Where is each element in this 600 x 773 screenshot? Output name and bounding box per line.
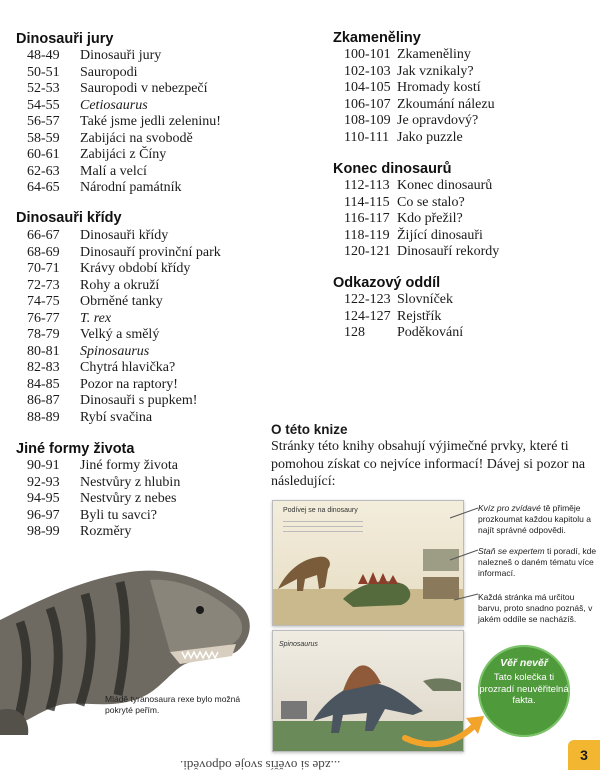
toc-entry-title: Sauropodi v nebezpečí xyxy=(80,81,208,96)
toc-kridy xyxy=(17,228,221,426)
toc-entry xyxy=(334,97,495,114)
about-title: O této knize xyxy=(271,422,348,437)
toc-entry-title: Krávy období křídy xyxy=(80,261,191,276)
section-title-konec: Konec dinosaurů xyxy=(333,161,452,177)
toc-entry xyxy=(17,524,180,541)
toc-entry xyxy=(17,81,221,98)
section-title-zkameneliny: Zkameněliny xyxy=(333,30,421,46)
callout-quiz-text: tě přiměje prozkoumat každou kapitolu a najít správné odpovědi. xyxy=(478,503,591,535)
arrow-to-badge-icon xyxy=(400,700,490,750)
toc-entry xyxy=(17,278,221,295)
toc-page-range: 60-61 xyxy=(27,147,60,162)
toc-entry xyxy=(334,325,463,342)
badge-text: Tato kolečka ti prozradí neuvěřitelná fakta. xyxy=(479,672,569,706)
toc-page-range: 128 xyxy=(344,325,365,340)
sample-spread-first xyxy=(272,500,464,626)
toc-entry xyxy=(334,47,495,64)
toc-entry xyxy=(17,65,221,82)
toc-page-range: 72-73 xyxy=(27,277,60,293)
callout-quiz xyxy=(478,503,598,536)
illustration-caption: Mládě tyranosaura rexe bylo možná pokryté peřím. xyxy=(105,694,241,715)
dinosaur-scene-icon xyxy=(273,529,463,625)
toc-entry-title: Dinosauři s pupkem! xyxy=(80,393,198,408)
toc-page-range: 58-59 xyxy=(27,130,60,146)
callout-colors: Každá stránka má určitou barvu, proto snadno poznáš, v jakém oddíle se nacházíš. xyxy=(478,592,593,624)
toc-entry xyxy=(17,410,221,427)
toc-entry-title: Jak vznikaly? xyxy=(397,63,474,79)
toc-entry-title: Poděkování xyxy=(397,325,464,340)
toc-page-range: 70-71 xyxy=(27,261,60,276)
section-title-odkazovy: Odkazový oddíl xyxy=(333,275,441,291)
fact-badge xyxy=(478,645,570,737)
toc-page-range: 108-109 xyxy=(344,113,391,128)
toc-page-range: 120-121 xyxy=(344,244,391,259)
toc-entry-title: Dinosauří provinční park xyxy=(80,244,221,260)
toc-entry xyxy=(334,130,495,147)
toc-entry xyxy=(17,458,180,475)
toc-entry xyxy=(17,327,221,344)
toc-entry xyxy=(17,475,180,492)
toc-entry-title: Obrněné tanky xyxy=(80,294,163,309)
toc-page-range: 102-103 xyxy=(344,63,391,79)
toc-page-range: 86-87 xyxy=(27,393,60,408)
toc-jine xyxy=(17,458,180,541)
toc-entry xyxy=(17,377,221,394)
toc-entry-title: Co se stalo? xyxy=(397,194,465,210)
toc-entry-title: Nestvůry z nebes xyxy=(80,491,177,506)
toc-entry xyxy=(334,80,495,97)
toc-entry-title: Slovníček xyxy=(397,292,453,307)
toc-entry-title: Rybí svačina xyxy=(80,409,153,425)
callout-lines xyxy=(440,500,480,610)
toc-entry xyxy=(17,147,221,164)
toc-entry-title: T. rex xyxy=(80,310,112,326)
toc-page-range: 104-105 xyxy=(344,80,391,95)
toc-page-range: 122-123 xyxy=(344,292,391,307)
toc-entry-title: Národní památník xyxy=(80,180,182,195)
toc-entry-title: Je opravdový? xyxy=(397,113,479,128)
spread-first-title: Podívej se na dinosaury xyxy=(283,507,358,514)
toc-entry-title: Jako puzzle xyxy=(397,129,463,145)
callout-expert-term: Staň se expertem xyxy=(478,546,545,556)
callout-quiz-term: Kvíz pro zvídavé xyxy=(478,503,541,513)
toc-page-range: 118-119 xyxy=(344,227,390,243)
toc-page-range: 116-117 xyxy=(344,211,390,226)
toc-page-range: 64-65 xyxy=(27,180,60,195)
toc-entry-title: Cetiosaurus xyxy=(80,97,148,113)
toc-entry-title: Zkameněliny xyxy=(397,47,471,62)
toc-entry-title: Jiné formy života xyxy=(80,458,178,473)
toc-entry xyxy=(334,211,499,228)
toc-entry xyxy=(17,508,180,525)
toc-entry xyxy=(334,309,463,326)
toc-page-range: 88-89 xyxy=(27,409,60,425)
toc-entry-title: Zkoumání nálezu xyxy=(397,96,495,112)
badge-title: Věř nevěř xyxy=(500,657,548,669)
toc-entry-title: Konec dinosaurů xyxy=(397,178,493,193)
toc-entry-title: Chytrá hlavička? xyxy=(80,360,176,375)
toc-page-range: 94-95 xyxy=(27,491,60,506)
toc-page-range: 76-77 xyxy=(27,310,60,326)
toc-page-range: 68-69 xyxy=(27,244,60,260)
toc-page-range: 98-99 xyxy=(27,524,60,539)
toc-entry xyxy=(334,113,495,130)
toc-page-range: 54-55 xyxy=(27,97,60,113)
toc-entry xyxy=(17,294,221,311)
toc-entry-title: Malí a velcí xyxy=(80,163,147,179)
toc-page-range: 90-91 xyxy=(27,458,60,473)
toc-entry xyxy=(17,261,221,278)
toc-entry-title: Také jsme jedli zeleninu! xyxy=(80,114,221,129)
toc-entry-title: Dinosauří rekordy xyxy=(397,244,500,259)
toc-entry-title: Velký a smělý xyxy=(80,327,160,342)
toc-page-range: 50-51 xyxy=(27,64,60,80)
toc-page-range: 56-57 xyxy=(27,114,60,129)
toc-page-range: 112-113 xyxy=(344,178,390,193)
toc-entry xyxy=(334,178,499,195)
toc-entry xyxy=(334,228,499,245)
toc-entry-title: Kdo přežil? xyxy=(397,211,463,226)
toc-entry xyxy=(17,344,221,361)
spread-second-title: Spinosaurus xyxy=(279,641,318,648)
toc-entry-title: Žijící dinosauři xyxy=(397,227,483,243)
toc-page-range: 106-107 xyxy=(344,96,391,112)
toc-page-range: 84-85 xyxy=(27,376,60,392)
callout-expert xyxy=(478,546,598,579)
toc-zkameneliny xyxy=(334,47,495,146)
toc-entry-title: Rejstřík xyxy=(397,308,442,324)
toc-entry-title: Spinosaurus xyxy=(80,343,150,359)
toc-page-range: 100-101 xyxy=(344,47,391,62)
toc-entry xyxy=(17,245,221,262)
toc-entry xyxy=(17,114,221,131)
toc-entry-title: Rozměry xyxy=(80,524,132,539)
section-title-jury: Dinosauři jury xyxy=(16,31,114,47)
callout-expert-text: ti poradí, kde nalezneš o daném tématu více informací. xyxy=(478,546,597,578)
toc-konec xyxy=(334,178,499,261)
toc-page-range: 52-53 xyxy=(27,81,60,96)
toc-page-range: 96-97 xyxy=(27,507,60,523)
toc-entry xyxy=(334,195,499,212)
toc-entry xyxy=(17,311,221,328)
toc-entry-title: Dinosauři křídy xyxy=(80,228,169,243)
toc-entry xyxy=(17,98,221,115)
toc-entry-title: Sauropodi xyxy=(80,64,138,80)
toc-page-range: 92-93 xyxy=(27,474,60,490)
toc-entry xyxy=(17,180,221,197)
toc-page-range: 124-127 xyxy=(344,308,391,324)
about-text: Stránky této knihy obsahují výjimečné prvky, které ti pomohou získat co nejvíce informací! Dávej si pozor na následující: xyxy=(271,439,586,489)
page-number: 3 xyxy=(568,740,600,770)
upside-down-answer-note: ...zde si ověřís svoje odpovědi. xyxy=(180,758,341,773)
toc-entry xyxy=(17,491,180,508)
section-title-kridy: Dinosauři křídy xyxy=(16,210,122,226)
toc-page-range: 78-79 xyxy=(27,327,60,342)
toc-entry xyxy=(17,228,221,245)
toc-page-range: 110-111 xyxy=(344,129,390,145)
toc-page-range: 62-63 xyxy=(27,163,60,179)
toc-entry xyxy=(17,164,221,181)
toc-jury xyxy=(17,48,221,197)
toc-entry xyxy=(334,64,495,81)
toc-entry xyxy=(334,292,463,309)
toc-page-range: 114-115 xyxy=(344,194,390,210)
section-title-jine: Jiné formy života xyxy=(16,441,135,457)
toc-entry-title: Nestvůry z hlubin xyxy=(80,474,181,490)
toc-entry xyxy=(17,360,221,377)
toc-entry-title: Zabijáci na svobodě xyxy=(80,130,193,146)
toc-entry xyxy=(17,131,221,148)
toc-entry-title: Dinosauři jury xyxy=(80,48,162,63)
toc-entry-title: Byli tu savci? xyxy=(80,507,157,523)
toc-entry xyxy=(17,393,221,410)
toc-entry-title: Zabijáci z Číny xyxy=(80,147,167,162)
toc-entry-title: Rohy a okruží xyxy=(80,277,160,293)
toc-page-range: 48-49 xyxy=(27,48,60,63)
toc-entry-title: Hromady kostí xyxy=(397,80,481,95)
toc-odkazovy xyxy=(334,292,463,342)
toc-entry xyxy=(334,244,499,261)
toc-page-range: 80-81 xyxy=(27,343,60,359)
toc-page-range: 82-83 xyxy=(27,360,60,375)
toc-page-range: 66-67 xyxy=(27,228,60,243)
toc-entry-title: Pozor na raptory! xyxy=(80,376,178,392)
toc-page-range: 74-75 xyxy=(27,294,60,309)
toc-entry xyxy=(17,48,221,65)
